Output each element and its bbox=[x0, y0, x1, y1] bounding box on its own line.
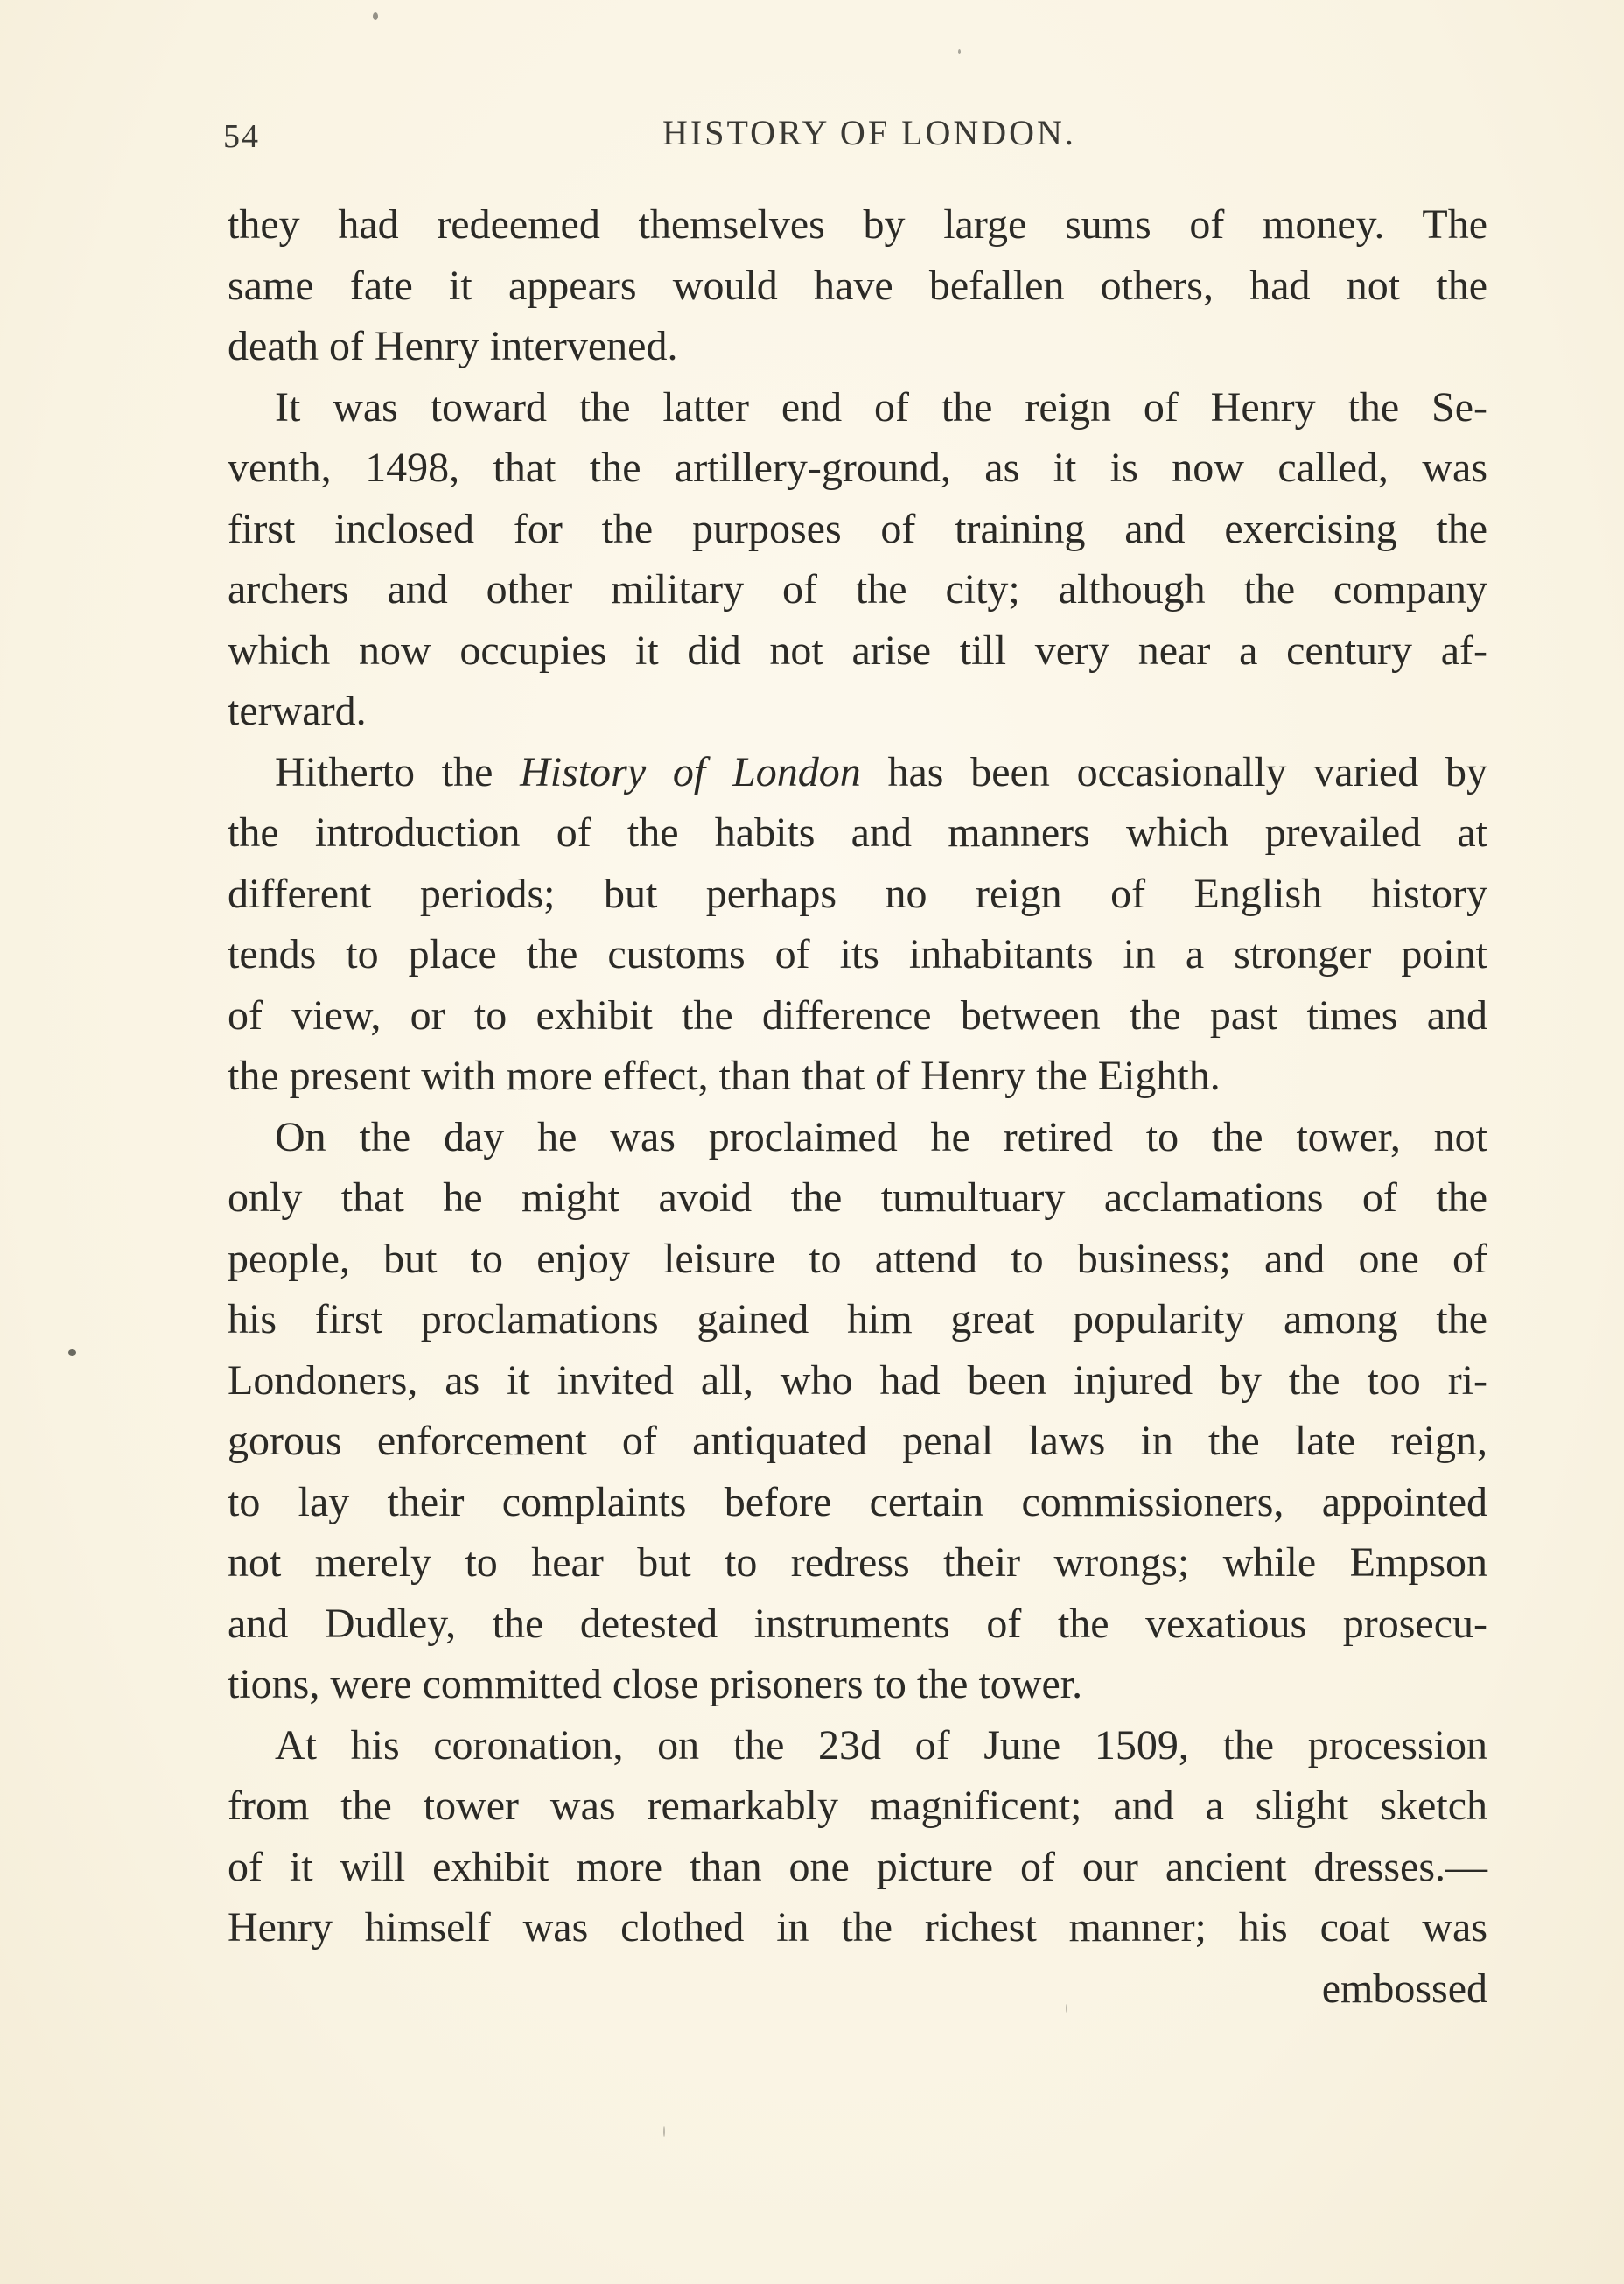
page-header bbox=[223, 112, 1492, 165]
running-title: HISTORY OF LONDON. bbox=[662, 113, 1076, 152]
text-line: gorous enforcement of antiquated penal laws in the late reign, bbox=[228, 1418, 1488, 1464]
text-line: people, but to enjoy leisure to attend to business; and one of bbox=[228, 1235, 1488, 1282]
text-line: first inclosed for the purposes of training and exercising the bbox=[228, 505, 1488, 552]
text-line: the present with more effect, than that of Henry the Eighth. bbox=[228, 1053, 1221, 1099]
text-line: venth, 1498, that the artillery-ground, as it is now called, was bbox=[228, 445, 1488, 491]
text-line: his first proclamations gained him great popularity among the bbox=[228, 1296, 1488, 1342]
text-line: tends to place the customs of its inhabitants in a stronger point bbox=[228, 931, 1488, 977]
text-line: At his coronation, on the 23d of June 1509, the procession bbox=[275, 1721, 1488, 1769]
text-line: which now occupies it did not arise till very near a century af- bbox=[228, 627, 1488, 674]
text-line: and Dudley, the detested instruments of the vexatious prosecu- bbox=[228, 1600, 1488, 1647]
text-line: archers and other military of the city; although the company bbox=[228, 566, 1488, 613]
page-number: 54 bbox=[223, 118, 260, 155]
catchword: embossed bbox=[1321, 1965, 1488, 2012]
ink-speck bbox=[663, 2126, 665, 2137]
text-line: On the day he was proclaimed he retired to the tower, not bbox=[275, 1113, 1488, 1160]
text-line: the introduction of the habits and manners which prevailed at bbox=[228, 809, 1488, 856]
text-line: Londoners, as it invited all, who had been injured by the too ri- bbox=[228, 1356, 1488, 1404]
text-line: to lay their complaints before certain commissioners, appointed bbox=[228, 1478, 1488, 1525]
text-line: terward. bbox=[228, 688, 367, 734]
ink-speck bbox=[958, 49, 961, 54]
text-line: tions, were committed close prisoners to the tower. bbox=[228, 1661, 1083, 1707]
text-line: Henry himself was clothed in the richest manner; his coat was bbox=[228, 1904, 1488, 1951]
text-line: from the tower was remarkably magnificent; and a slight sketch bbox=[228, 1783, 1488, 1829]
text-line: different periods; but perhaps no reign of English history bbox=[228, 870, 1488, 917]
ink-speck bbox=[1066, 2004, 1068, 2013]
ink-speck bbox=[373, 12, 378, 20]
text-line: only that he might avoid the tumultuary acclamations of the bbox=[228, 1174, 1488, 1221]
text-line: of it will exhibit more than one picture of our ancient dresses.— bbox=[228, 1843, 1488, 1890]
italic-title: History of London bbox=[520, 748, 861, 795]
text-line: they had redeemed themselves by large sums of money. The bbox=[228, 201, 1488, 248]
text-line: It was toward the latter end of the reign of Henry the Se- bbox=[275, 383, 1488, 431]
text-line: death of Henry intervened. bbox=[228, 323, 678, 369]
body-text bbox=[228, 194, 1488, 2019]
text-line: Hitherto the History of London has been occasionally varied by bbox=[275, 748, 1488, 795]
ink-speck bbox=[68, 1349, 76, 1356]
text-line: of view, or to exhibit the difference between the past times and bbox=[228, 991, 1488, 1039]
text-line: not merely to hear but to redress their wrongs; while Empson bbox=[228, 1539, 1488, 1586]
text-line: same fate it appears would have befallen others, had not the bbox=[228, 262, 1488, 309]
